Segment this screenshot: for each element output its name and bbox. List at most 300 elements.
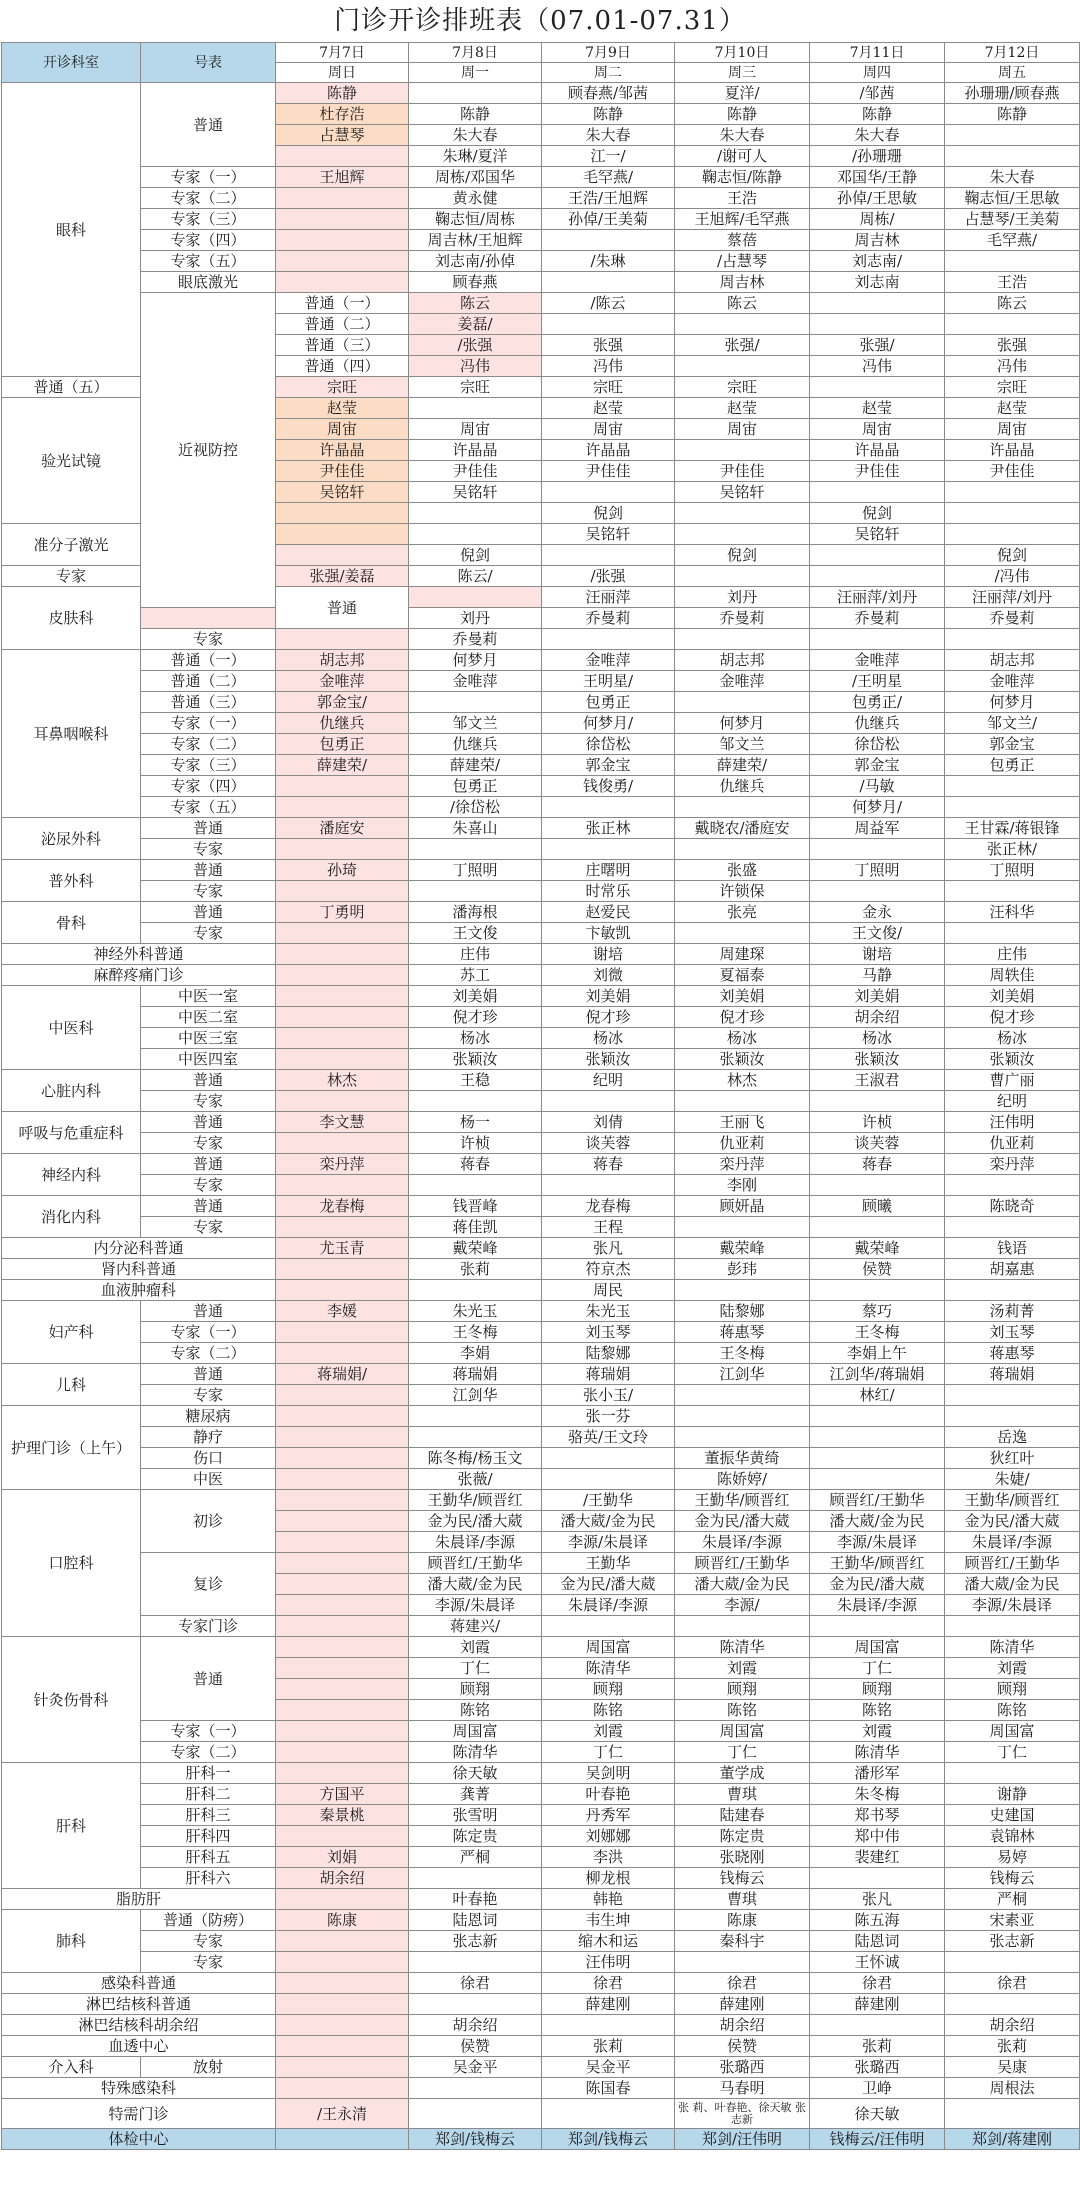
doctor-cell: 金永: [810, 902, 945, 923]
schedule-row: [2, 1175, 1080, 1196]
clinic-type-cell: 普通（五）: [2, 377, 141, 398]
doctor-cell: 卫峥: [810, 2078, 945, 2099]
doctor-cell: 丁仁: [810, 1658, 945, 1679]
doctor-cell: 周吉林: [675, 272, 810, 293]
doctor-cell: 鞠志恒/王思敏: [945, 188, 1080, 209]
doctor-cell: 顾晋红/王勤华: [675, 1553, 810, 1574]
schedule-row: [2, 1154, 1080, 1175]
doctor-cell: [945, 1280, 1080, 1301]
doctor-cell: 何梦月/: [542, 713, 675, 734]
doctor-cell: 潘海根: [409, 902, 542, 923]
doctor-cell: [810, 2015, 945, 2036]
doctor-cell: 刘美娟: [409, 986, 542, 1007]
doctor-cell: 江剑华: [675, 1364, 810, 1385]
doctor-cell: 刘霞: [810, 1721, 945, 1742]
clinic-type-cell: 专家（一）: [141, 1322, 276, 1343]
sunday-doctor-cell: [276, 944, 409, 965]
doctor-cell: 戴荣峰: [810, 1238, 945, 1259]
clinic-type-cell: 专家: [141, 629, 276, 650]
sunday-doctor-cell: 占慧琴: [276, 125, 409, 146]
schedule-row: [2, 818, 1080, 839]
doctor-cell: [945, 1385, 1080, 1406]
clinic-type-cell: 肝科六: [141, 1868, 276, 1889]
doctor-cell: [675, 1406, 810, 1427]
sunday-doctor-cell: [276, 1427, 409, 1448]
department-cell: 体检中心: [2, 2129, 276, 2150]
schedule-row: [2, 1952, 1080, 1973]
doctor-cell: [542, 1448, 675, 1469]
clinic-type-cell: 专家: [141, 839, 276, 860]
doctor-cell: 夏福泰: [675, 965, 810, 986]
doctor-cell: [945, 482, 1080, 503]
doctor-cell: 钱梅云/汪伟明: [810, 2129, 945, 2150]
sunday-doctor-cell: [276, 776, 409, 797]
schedule-row: [2, 944, 1080, 965]
doctor-cell: 钱晋峰: [409, 1196, 542, 1217]
schedule-row: [2, 1385, 1080, 1406]
doctor-cell: 顾曦: [810, 1196, 945, 1217]
doctor-cell: 乔曼莉: [945, 608, 1080, 629]
doctor-cell: [675, 440, 810, 461]
clinic-type-cell: 专家: [141, 1133, 276, 1154]
doctor-cell: 张凡: [810, 1889, 945, 1910]
sunday-doctor-cell: [276, 839, 409, 860]
department-cell: 呼吸与危重症科: [2, 1112, 141, 1154]
doctor-cell: 蒋瑞娟: [542, 1364, 675, 1385]
department-cell: 皮肤科: [2, 587, 141, 650]
header-type: 号表: [141, 43, 276, 83]
doctor-cell: 金为民/潘大葳: [945, 1511, 1080, 1532]
sunday-doctor-cell: 胡余绍: [276, 1868, 409, 1889]
sunday-doctor-cell: [276, 1007, 409, 1028]
doctor-cell: 周栋/邓国华: [409, 167, 542, 188]
doctor-cell: [945, 146, 1080, 167]
doctor-cell: 包勇正/: [810, 692, 945, 713]
clinic-type-cell: 普通（防痨）: [141, 1910, 276, 1931]
doctor-cell: 周根法: [945, 2078, 1080, 2099]
sunday-doctor-cell: 冯伟: [409, 356, 542, 377]
doctor-cell: 苏工: [409, 965, 542, 986]
doctor-cell: 郑剑/汪伟明: [675, 2129, 810, 2150]
doctor-cell: [810, 1868, 945, 1889]
doctor-cell: 张晓刚: [675, 1847, 810, 1868]
doctor-cell: 江剑华/蒋瑞娟: [810, 1364, 945, 1385]
schedule-row: [2, 776, 1080, 797]
doctor-cell: /张强: [542, 566, 675, 587]
sunday-doctor-cell: [276, 503, 409, 524]
sunday-doctor-cell: [276, 1952, 409, 1973]
schedule-row: [2, 839, 1080, 860]
doctor-cell: 蒋佳凯: [409, 1217, 542, 1238]
sunday-doctor-cell: 蒋瑞娟/: [276, 1364, 409, 1385]
doctor-cell: 朱大春: [409, 125, 542, 146]
doctor-cell: 毛罕燕/: [945, 230, 1080, 251]
schedule-row: [2, 83, 1080, 104]
doctor-cell: 李娟上午: [810, 1343, 945, 1364]
sunday-doctor-cell: [276, 986, 409, 1007]
doctor-cell: 张 莉、叶春艳、徐天敏 张志新: [675, 2099, 810, 2129]
sunday-doctor-cell: [276, 1469, 409, 1490]
weekday-header: 周二: [542, 63, 675, 83]
doctor-cell: 薛建刚: [542, 1994, 675, 2015]
schedule-row: [2, 251, 1080, 272]
doctor-cell: 杨冰: [542, 1028, 675, 1049]
sunday-doctor-cell: 陈静: [276, 83, 409, 104]
doctor-cell: [945, 1994, 1080, 2015]
doctor-cell: 刘志南/孙倬: [409, 251, 542, 272]
doctor-cell: 秦科宇: [675, 1931, 810, 1952]
doctor-cell: 严桐: [409, 1847, 542, 1868]
doctor-cell: [945, 251, 1080, 272]
sunday-doctor-cell: [276, 1406, 409, 1427]
doctor-cell: 宗旺: [542, 377, 675, 398]
doctor-cell: 张颖汝: [409, 1049, 542, 1070]
sunday-doctor-cell: 宗旺: [276, 377, 409, 398]
clinic-type-cell: 专家: [141, 923, 276, 944]
clinic-type-cell: 普通（二）: [141, 671, 276, 692]
doctor-cell: 金为民/潘大葳: [409, 1511, 542, 1532]
clinic-type-cell: 专家: [141, 1091, 276, 1112]
doctor-cell: 王丽飞: [675, 1112, 810, 1133]
doctor-cell: [542, 1469, 675, 1490]
sunday-doctor-cell: [276, 2078, 409, 2099]
sunday-doctor-cell: 陈康: [276, 1910, 409, 1931]
doctor-cell: /冯伟: [945, 566, 1080, 587]
doctor-cell: 纪明: [945, 1091, 1080, 1112]
doctor-cell: [409, 1994, 542, 2015]
doctor-cell: 仇继兵: [675, 776, 810, 797]
schedule-row: [2, 1343, 1080, 1364]
doctor-cell: 冯伟: [810, 356, 945, 377]
doctor-cell: 金唯萍: [675, 671, 810, 692]
doctor-cell: 叶春艳: [409, 1889, 542, 1910]
doctor-cell: 刘娜娜: [542, 1826, 675, 1847]
doctor-cell: 侯赞: [810, 1259, 945, 1280]
doctor-cell: [945, 2099, 1080, 2129]
doctor-cell: 丁照明: [945, 860, 1080, 881]
doctor-cell: 徐君: [810, 1973, 945, 1994]
doctor-cell: 金为民/潘大葳: [675, 1511, 810, 1532]
sunday-doctor-cell: 薛建荣/: [276, 755, 409, 776]
schedule-row: [2, 1196, 1080, 1217]
doctor-cell: 郑书琴: [810, 1805, 945, 1826]
doctor-cell: 薛建荣/: [675, 755, 810, 776]
doctor-cell: [945, 503, 1080, 524]
department-cell: 肝科: [2, 1763, 141, 1889]
doctor-cell: 赵莹: [945, 398, 1080, 419]
doctor-cell: 朱晨译/李源: [409, 1532, 542, 1553]
doctor-cell: 戴晓农/潘庭安: [675, 818, 810, 839]
doctor-cell: 蒋瑞娟: [409, 1364, 542, 1385]
doctor-cell: 鞠志恒/周栋: [409, 209, 542, 230]
doctor-cell: 侯赞: [675, 2036, 810, 2057]
doctor-cell: 刘志南: [810, 272, 945, 293]
doctor-cell: 王甘霖/蒋银锋: [945, 818, 1080, 839]
clinic-type-cell: 专家（三）: [141, 209, 276, 230]
doctor-cell: 朱大春: [810, 125, 945, 146]
doctor-cell: 徐天敏: [409, 1763, 542, 1784]
doctor-cell: 陈云/: [409, 566, 542, 587]
doctor-cell: 倪剑: [675, 545, 810, 566]
schedule-row: [2, 1973, 1080, 1994]
doctor-cell: 张颖汝: [542, 1049, 675, 1070]
doctor-cell: 汪伟明: [542, 1952, 675, 1973]
doctor-cell: 张小玉/: [542, 1385, 675, 1406]
doctor-cell: 宗旺: [675, 377, 810, 398]
clinic-type-cell: 准分子激光: [2, 524, 141, 566]
doctor-cell: 杨一: [409, 1112, 542, 1133]
doctor-cell: [542, 545, 675, 566]
clinic-type-cell: 专家（五）: [141, 797, 276, 818]
doctor-cell: 杨冰: [810, 1028, 945, 1049]
weekday-header: 周五: [945, 63, 1080, 83]
schedule-row: [2, 2129, 1080, 2150]
doctor-cell: 张志新: [945, 1931, 1080, 1952]
doctor-cell: 杨冰: [945, 1028, 1080, 1049]
doctor-cell: 顾晋红/王勤华: [945, 1553, 1080, 1574]
schedule-row: [2, 230, 1080, 251]
sunday-doctor-cell: [276, 209, 409, 230]
doctor-cell: 马春明: [675, 2078, 810, 2099]
doctor-cell: 倪剑: [409, 545, 542, 566]
sunday-doctor-cell: 张强/姜磊: [276, 566, 409, 587]
doctor-cell: 陈冬梅/杨玉文: [409, 1448, 542, 1469]
doctor-cell: 顾翔: [542, 1679, 675, 1700]
doctor-cell: [810, 1175, 945, 1196]
sunday-doctor-cell: [276, 1595, 409, 1616]
doctor-cell: [675, 524, 810, 545]
doctor-cell: 刘美娟: [542, 986, 675, 1007]
department-cell: 肾内科普通: [2, 1259, 276, 1280]
doctor-cell: [542, 230, 675, 251]
doctor-cell: 仇继兵: [810, 713, 945, 734]
clinic-type-cell: 中医: [141, 1469, 276, 1490]
clinic-type-cell: 普通: [276, 587, 409, 629]
schedule-row: [2, 713, 1080, 734]
doctor-cell: [675, 629, 810, 650]
sunday-doctor-cell: 胡志邦: [276, 650, 409, 671]
clinic-type-cell: 普通: [141, 860, 276, 881]
doctor-cell: 周吉林: [810, 230, 945, 251]
doctor-cell: 潘大葳/金为民: [945, 1574, 1080, 1595]
schedule-row: [2, 881, 1080, 902]
doctor-cell: 王勤华/顾晋红: [675, 1490, 810, 1511]
doctor-cell: 郑中伟: [810, 1826, 945, 1847]
doctor-cell: 庄曙明: [542, 860, 675, 881]
doctor-cell: 张志新: [409, 1931, 542, 1952]
doctor-cell: [409, 839, 542, 860]
doctor-cell: 胡余绍: [409, 2015, 542, 2036]
clinic-type-cell: 专家: [141, 1952, 276, 1973]
clinic-type-cell: 普通: [141, 1154, 276, 1175]
schedule-row: [2, 1217, 1080, 1238]
clinic-type-cell: 专家（四）: [141, 776, 276, 797]
clinic-type-cell: 肝科一: [141, 1763, 276, 1784]
doctor-cell: 张颖汝: [675, 1049, 810, 1070]
clinic-type-cell: 专家: [141, 1217, 276, 1238]
doctor-cell: [945, 1952, 1080, 1973]
doctor-cell: 王文俊: [409, 923, 542, 944]
doctor-cell: /王明星: [810, 671, 945, 692]
doctor-cell: 杨冰: [675, 1028, 810, 1049]
doctor-cell: [542, 839, 675, 860]
doctor-cell: 包勇正: [542, 692, 675, 713]
department-cell: 血液肿瘤科: [2, 1280, 276, 1301]
doctor-cell: [409, 83, 542, 104]
doctor-cell: 朱琳/夏洋: [409, 146, 542, 167]
doctor-cell: /占慧琴: [675, 251, 810, 272]
doctor-cell: 顾春燕/邹茜: [542, 83, 675, 104]
doctor-cell: 顾晋红/王勤华: [810, 1490, 945, 1511]
sunday-doctor-cell: [276, 1448, 409, 1469]
sunday-doctor-cell: [276, 1490, 409, 1511]
doctor-cell: [675, 1091, 810, 1112]
doctor-cell: 蔡蓓: [675, 230, 810, 251]
doctor-cell: [409, 524, 542, 545]
doctor-cell: 缩木和运: [542, 1931, 675, 1952]
doctor-cell: 金唯萍: [810, 650, 945, 671]
doctor-cell: 董学成: [675, 1763, 810, 1784]
doctor-cell: 朱冬梅: [810, 1784, 945, 1805]
doctor-cell: 张莉: [810, 2036, 945, 2057]
doctor-cell: 邓国华/王静: [810, 167, 945, 188]
doctor-cell: [810, 1616, 945, 1637]
department-cell: 脂肪肝: [2, 1889, 276, 1910]
sunday-doctor-cell: 许晶晶: [276, 440, 409, 461]
doctor-cell: [945, 314, 1080, 335]
doctor-cell: 刘美娟: [945, 986, 1080, 1007]
doctor-cell: [409, 2078, 542, 2099]
clinic-type-cell: 中医二室: [141, 1007, 276, 1028]
sunday-doctor-cell: 潘庭安: [276, 818, 409, 839]
sunday-doctor-cell: 秦景桃: [276, 1805, 409, 1826]
doctor-cell: 钱俊勇/: [542, 776, 675, 797]
doctor-cell: 潘大葳/金为民: [675, 1574, 810, 1595]
schedule-row: [2, 272, 1080, 293]
doctor-cell: 倪才珍: [542, 1007, 675, 1028]
department-cell: 特殊感染科: [2, 2078, 276, 2099]
doctor-cell: 王浩: [945, 272, 1080, 293]
doctor-cell: [409, 1091, 542, 1112]
doctor-cell: 严桐: [945, 1889, 1080, 1910]
doctor-cell: 包勇正: [945, 755, 1080, 776]
schedule-row: [2, 1280, 1080, 1301]
sunday-doctor-cell: [276, 1931, 409, 1952]
doctor-cell: 郭金宝: [542, 755, 675, 776]
doctor-cell: 金唯萍: [409, 671, 542, 692]
sunday-doctor-cell: 姜磊/: [409, 314, 542, 335]
doctor-cell: 王淑君: [810, 1070, 945, 1091]
doctor-cell: [945, 881, 1080, 902]
doctor-cell: [675, 923, 810, 944]
clinic-type-cell: 普通（四）: [276, 356, 409, 377]
doctor-cell: 周益军: [810, 818, 945, 839]
sunday-doctor-cell: [276, 965, 409, 986]
doctor-cell: 许桢: [409, 1133, 542, 1154]
doctor-cell: 张一芬: [542, 1406, 675, 1427]
doctor-cell: 倪才珍: [675, 1007, 810, 1028]
doctor-cell: 许锁保: [675, 881, 810, 902]
schedule-row: [2, 209, 1080, 230]
doctor-cell: 朱晨译/李源: [675, 1532, 810, 1553]
doctor-cell: 张强: [945, 335, 1080, 356]
doctor-cell: 仇继兵: [409, 734, 542, 755]
sunday-doctor-cell: [276, 230, 409, 251]
doctor-cell: [945, 797, 1080, 818]
doctor-cell: 陈云: [675, 293, 810, 314]
schedule-row: [2, 1784, 1080, 1805]
doctor-cell: 陈铭: [409, 1700, 542, 1721]
doctor-cell: 刘霞: [409, 1637, 542, 1658]
doctor-cell: 谈芙蓉: [542, 1133, 675, 1154]
doctor-cell: 蒋春: [542, 1154, 675, 1175]
doctor-cell: [810, 1091, 945, 1112]
sunday-doctor-cell: [276, 1049, 409, 1070]
doctor-cell: 孙倬/王美菊: [542, 209, 675, 230]
sunday-doctor-cell: [276, 1742, 409, 1763]
doctor-cell: 龙春梅: [542, 1196, 675, 1217]
doctor-cell: 刘霞: [675, 1658, 810, 1679]
doctor-cell: [675, 566, 810, 587]
sunday-doctor-cell: [276, 923, 409, 944]
doctor-cell: 袁锦林: [945, 1826, 1080, 1847]
doctor-cell: [675, 692, 810, 713]
doctor-cell: 张颖汝: [810, 1049, 945, 1070]
doctor-cell: 潘大葳/金为民: [810, 1511, 945, 1532]
doctor-cell: 陈定贵: [675, 1826, 810, 1847]
doctor-cell: 郭金宝: [810, 755, 945, 776]
schedule-row: [2, 2099, 1080, 2129]
clinic-type-cell: 专家门诊: [141, 1616, 276, 1637]
doctor-cell: 朱大春: [945, 167, 1080, 188]
clinic-type-cell: 中医一室: [141, 986, 276, 1007]
clinic-type-cell: 普通: [141, 1196, 276, 1217]
sunday-doctor-cell: 郭金宝/: [276, 692, 409, 713]
doctor-cell: 汪科华: [945, 902, 1080, 923]
doctor-cell: 陈静: [945, 104, 1080, 125]
schedule-row: [2, 1112, 1080, 1133]
sunday-doctor-cell: 林杰: [276, 1070, 409, 1091]
weekday-header: 周日: [276, 63, 409, 83]
doctor-cell: [945, 1616, 1080, 1637]
department-cell: 口腔科: [2, 1490, 141, 1637]
department-cell: 特需门诊: [2, 2099, 276, 2129]
doctor-cell: [675, 1280, 810, 1301]
doctor-cell: 孙倬/王思敏: [810, 188, 945, 209]
sunday-doctor-cell: 方国平: [276, 1784, 409, 1805]
doctor-cell: 周吉林/王旭辉: [409, 230, 542, 251]
doctor-cell: 许晶晶: [945, 440, 1080, 461]
department-cell: 肺科: [2, 1910, 141, 1973]
doctor-cell: /王勤华: [542, 1490, 675, 1511]
schedule-row: [2, 923, 1080, 944]
doctor-cell: [409, 1868, 542, 1889]
schedule-row: [2, 2078, 1080, 2099]
doctor-cell: 王浩/王旭辉: [542, 188, 675, 209]
doctor-cell: 胡志邦: [945, 650, 1080, 671]
clinic-type-cell: 普通: [141, 902, 276, 923]
doctor-cell: 陈国春: [542, 2078, 675, 2099]
sunday-doctor-cell: 丁勇明: [276, 902, 409, 923]
doctor-cell: [945, 629, 1080, 650]
doctor-cell: [542, 314, 675, 335]
department-cell: 泌尿外科: [2, 818, 141, 860]
doctor-cell: 周国富: [810, 1637, 945, 1658]
doctor-cell: 陈静: [810, 104, 945, 125]
sunday-doctor-cell: 仇继兵: [276, 713, 409, 734]
doctor-cell: 许晶晶: [810, 440, 945, 461]
doctor-cell: 胡嘉惠: [945, 1259, 1080, 1280]
